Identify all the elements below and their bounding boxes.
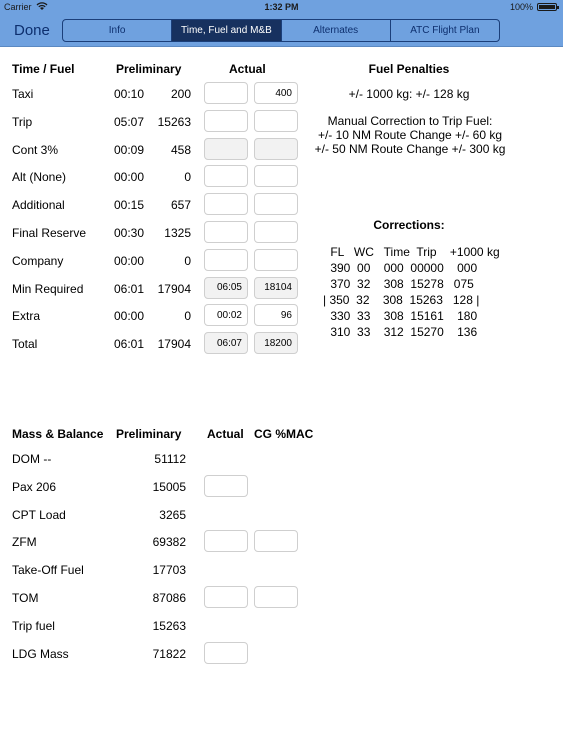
- done-button[interactable]: Done: [14, 22, 50, 39]
- actual-fuel-field[interactable]: 96: [254, 304, 298, 326]
- mb-row-label: LDG Mass: [12, 646, 69, 661]
- fuel-row-fuel: 15263: [157, 114, 191, 129]
- fuel-row-time: 00:00: [113, 170, 144, 185]
- fuel-row-time: 06:01: [113, 281, 144, 296]
- corrections-row: 310 33 312 15270 136: [327, 325, 478, 339]
- fuel-row-label: Extra: [12, 309, 41, 324]
- actual-fuel-field: 18200: [254, 332, 298, 354]
- fuel-row-fuel: 17904: [157, 281, 191, 296]
- fuel-header-preliminary: Preliminary: [116, 62, 182, 76]
- actual-time-field[interactable]: [204, 82, 248, 104]
- fuel-row-label: Min Required: [12, 281, 84, 296]
- mb-row-label: DOM --: [12, 452, 52, 466]
- actual-time-field[interactable]: 00:02: [204, 304, 248, 326]
- tab-atc-flight-plan[interactable]: ATC Flight Plan: [390, 20, 499, 41]
- actual-time-field: 06:07: [204, 332, 248, 354]
- fuel-row-time: 00:15: [113, 198, 144, 213]
- mb-row-label: ZFM: [12, 535, 37, 550]
- fuel-row-fuel: 0: [184, 309, 191, 324]
- mb-row-label: Trip fuel: [12, 618, 55, 633]
- status-bar: [0, 0, 563, 14]
- manual-correction-title: Manual Correction to Trip Fuel:: [327, 114, 493, 128]
- tab-time-fuel-and-m-b[interactable]: Time, Fuel and M&B: [171, 20, 280, 41]
- mb-header-cg: CG %MAC: [254, 427, 314, 441]
- mb-header-preliminary: Preliminary: [116, 427, 182, 441]
- mb-row-value: 71822: [152, 646, 186, 661]
- fuel-row-fuel: 0: [184, 253, 191, 268]
- fuel-row-fuel: 458: [170, 142, 191, 157]
- fuel-row-label: Total: [12, 337, 38, 352]
- actual-time-field[interactable]: [204, 221, 248, 243]
- fuel-row-fuel: 200: [170, 87, 191, 101]
- fuel-header-actual: Actual: [229, 62, 266, 76]
- mb-actual-field[interactable]: [204, 642, 248, 664]
- mb-row-label: Pax 206: [12, 479, 57, 494]
- manual-correction-line2: +/- 50 NM Route Change +/- 300 kg: [314, 142, 506, 156]
- fuel-row-time: 00:30: [113, 226, 144, 240]
- fuel-row-fuel: 1325: [164, 226, 191, 240]
- battery-percent: 100%: [509, 2, 533, 12]
- penalty-line: +/- 1000 kg: +/- 128 kg: [348, 87, 470, 101]
- actual-fuel-field[interactable]: [254, 193, 298, 215]
- fuel-row-time: 00:00: [113, 309, 144, 324]
- actual-time-field: 06:05: [204, 277, 248, 299]
- fuel-row-time: 05:07: [113, 114, 144, 129]
- mb-row-label: Take-Off Fuel: [12, 563, 84, 578]
- actual-time-field[interactable]: [204, 249, 248, 271]
- mb-cg-field[interactable]: [254, 530, 298, 552]
- mb-header-label: Mass & Balance: [12, 427, 104, 441]
- fuel-row-fuel: 17904: [157, 337, 191, 352]
- fuel-row-label: Alt (None): [12, 170, 67, 185]
- tab-info[interactable]: Info: [108, 25, 126, 36]
- corrections-row: 390 00 000 00000 000: [327, 261, 478, 275]
- actual-time-field[interactable]: [204, 110, 248, 132]
- mb-cg-field[interactable]: [254, 586, 298, 608]
- mb-actual-field[interactable]: [204, 530, 248, 552]
- actual-fuel-field: 18104: [254, 277, 298, 299]
- mb-actual-field[interactable]: [204, 586, 248, 608]
- actual-fuel-field[interactable]: [254, 110, 298, 132]
- mb-row-value: 15263: [152, 618, 186, 633]
- mb-row-value: 17703: [152, 563, 186, 578]
- mb-header-actual: Actual: [207, 427, 244, 441]
- carrier-label: Carrier: [4, 2, 32, 12]
- mb-row-value: 51112: [154, 452, 186, 466]
- mb-row-value: 3265: [159, 507, 186, 522]
- mb-row-value: 15005: [152, 479, 186, 494]
- fuel-row-label: Additional: [12, 198, 65, 213]
- fuel-header-label: Time / Fuel: [12, 62, 75, 76]
- mb-row-value: 87086: [152, 591, 186, 605]
- corrections-row: 330 33 308 15161 180: [327, 309, 478, 323]
- manual-correction-line1: +/- 10 NM Route Change +/- 60 kg: [317, 128, 503, 142]
- actual-time-field[interactable]: [204, 193, 248, 215]
- actual-fuel-field[interactable]: 400: [254, 82, 298, 104]
- fuel-row-label: Trip: [12, 114, 33, 129]
- actual-fuel-field[interactable]: [254, 249, 298, 271]
- actual-time-field: [204, 138, 248, 160]
- fuel-row-label: Cont 3%: [12, 142, 59, 157]
- fuel-row-fuel: 0: [184, 170, 191, 185]
- tab-alternates[interactable]: Alternates: [281, 20, 390, 41]
- mb-row-value: 69382: [152, 535, 186, 550]
- battery-icon: [537, 3, 557, 11]
- status-time: 1:32 PM: [264, 2, 299, 12]
- mb-row-label: TOM: [12, 591, 39, 605]
- corrections-row: 370 32 308 15278 075: [327, 277, 474, 291]
- actual-fuel-field[interactable]: [254, 221, 298, 243]
- fuel-row-fuel: 657: [170, 198, 191, 213]
- corrections-header-row: FL WC Time Trip +1000 kg: [327, 245, 500, 259]
- mb-actual-field[interactable]: [204, 475, 248, 497]
- corrections-row: | 350 32 308 15263 128 |: [323, 293, 480, 307]
- mb-row-label: CPT Load: [12, 507, 66, 522]
- fuel-row-time: 00:09: [113, 142, 144, 157]
- fuel-penalties-title: Fuel Penalties: [368, 62, 450, 76]
- fuel-row-time: 00:10: [113, 87, 144, 101]
- fuel-row-label: Company: [12, 253, 64, 268]
- actual-time-field[interactable]: [204, 165, 248, 187]
- fuel-row-time: 00:00: [113, 253, 144, 268]
- corrections-title: Corrections:: [373, 218, 445, 232]
- fuel-row-label: Taxi: [12, 87, 34, 101]
- nav-bar: [0, 14, 563, 47]
- section-segmented-control: [62, 19, 500, 42]
- fuel-row-time: 06:01: [113, 337, 144, 352]
- actual-fuel-field[interactable]: [254, 165, 298, 187]
- fuel-row-label: Final Reserve: [12, 226, 87, 240]
